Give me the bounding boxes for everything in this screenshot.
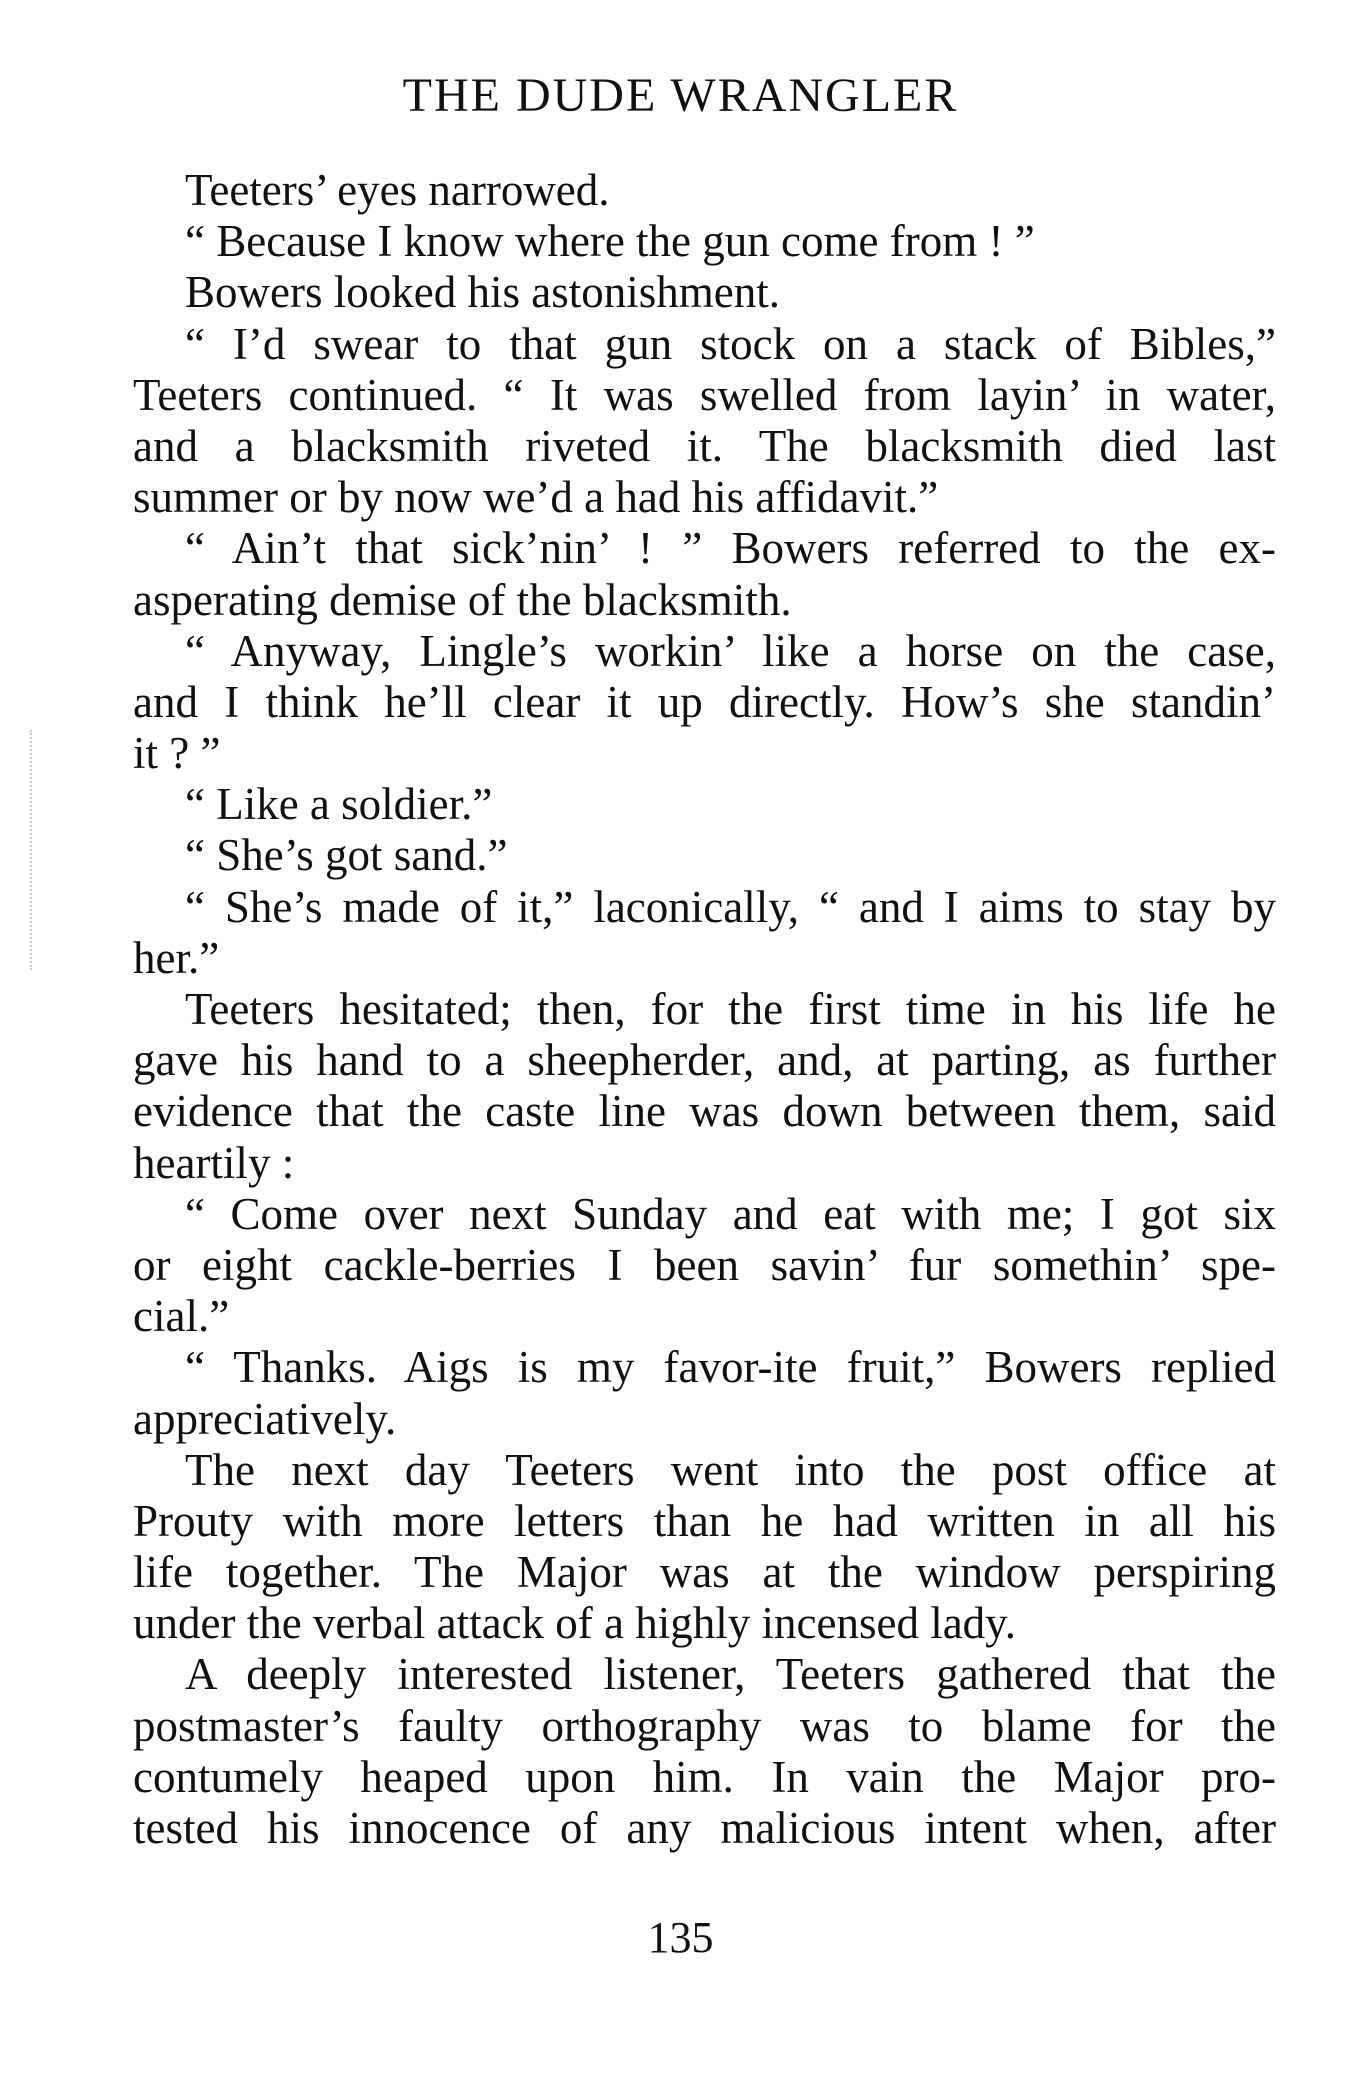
text-line: Bowers looked his astonishment.: [185, 267, 780, 318]
text-line: “ Thanks. Aigs is my favor-ite fruit,” Bowers replied: [185, 1342, 1276, 1393]
text-line: heartily :: [133, 1137, 295, 1188]
text-line: Teeters hesitated; then, for the first time in his life he: [185, 984, 1276, 1034]
text-line: The next day Teeters went into the post office at: [185, 1444, 1276, 1495]
text-line: “ Ain’t that sick’nin’ ! ” Bowers referred to the ex-: [185, 523, 1276, 574]
text-line: it ? ”: [133, 728, 221, 779]
text-line: cial.”: [133, 1291, 230, 1342]
text-line: “ Like a soldier.”: [185, 779, 493, 830]
text-line: life together. The Major was at the window perspiring: [133, 1547, 1276, 1598]
text-line: evidence that the caste line was down between them, said: [133, 1086, 1276, 1137]
text-line: contumely heaped upon him. In vain the Major pro-: [133, 1751, 1276, 1802]
text-line: and I think he’ll clear it up directly. How’s she standin’: [133, 676, 1276, 727]
text-line: asperating demise of the blacksmith.: [133, 574, 792, 625]
text-line: or eight cackle-berries I been savin’ fur somethin’ spe-: [133, 1239, 1276, 1290]
text-line: “ She’s got sand.”: [185, 830, 508, 881]
running-title: THE DUDE WRANGLER: [402, 69, 959, 122]
text-line: appreciatively.: [133, 1393, 397, 1444]
body-text: [133, 165, 1276, 1854]
text-line: “ I’d swear to that gun stock on a stack of Bibles,”: [185, 318, 1276, 369]
text-line: Teeters’ eyes narrowed.: [185, 165, 610, 215]
page-number: 135: [647, 1913, 714, 1962]
text-line: summer or by now we’d a had his affidavit.”: [133, 472, 939, 523]
text-line: gave his hand to a sheepherder, and, at parting, as further: [133, 1035, 1276, 1086]
text-line: A deeply interested listener, Teeters gathered that the: [185, 1649, 1276, 1700]
text-line: under the verbal attack of a highly incensed lady.: [133, 1598, 1016, 1649]
margin-speckle: [30, 730, 38, 970]
text-line: “ Because I know where the gun come from ! ”: [185, 216, 1035, 267]
text-line: “ Anyway, Lingle’s workin’ like a horse on the case,: [185, 625, 1276, 676]
text-line: tested his innocence of any malicious intent when, after: [133, 1803, 1276, 1853]
text-line: and a blacksmith riveted it. The blacksmith died last: [133, 420, 1276, 471]
text-line: “ Come over next Sunday and eat with me; I got six: [185, 1188, 1276, 1239]
text-line: “ She’s made of it,” laconically, “ and I aims to stay by: [185, 881, 1276, 932]
text-line: Teeters continued. “ It was swelled from layin’ in water,: [133, 369, 1276, 420]
text-line: postmaster’s faulty orthography was to blame for the: [133, 1700, 1276, 1751]
text-line: Prouty with more letters than he had written in all his: [133, 1495, 1276, 1546]
text-line: her.”: [133, 932, 220, 983]
